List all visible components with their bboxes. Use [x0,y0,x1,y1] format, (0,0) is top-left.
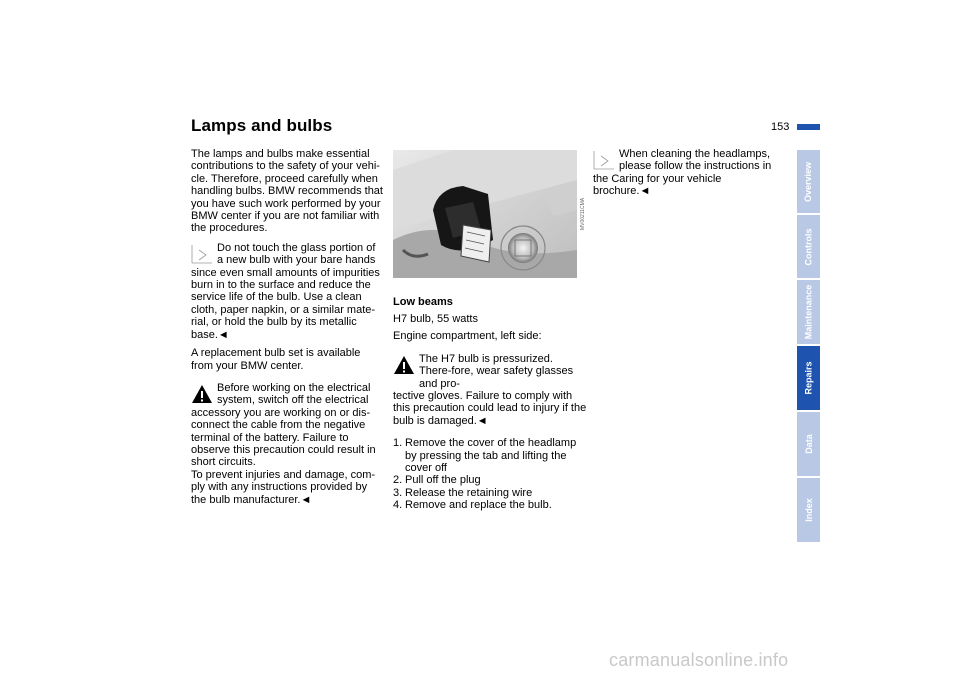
column-2 [393,296,588,512]
note-glass [191,242,383,341]
tab-index[interactable]: Index [797,478,820,542]
tab-maintenance[interactable]: Maintenance [797,280,820,344]
tab-overview[interactable]: Overview [797,150,820,213]
note-cleaning-rest: the Caring for your vehicle brochure.◄ [593,172,722,198]
tab-data[interactable]: Data [797,412,820,476]
tab-repairs[interactable]: Repairs [797,346,820,410]
warning-electrical-first: Before working on the electrical system, switch off the electrical [217,381,371,407]
list-item: 3. Release the retaining wire [393,486,533,499]
intro-paragraph: The lamps and bulbs make essential contributions to the safety of your vehi-cle. Therefore, proceed carefully when handling bulbs. BMW recommends that you have such work performed by your BMW center if you are not familiar with the procedures. [191,148,383,235]
warning-pressure [393,353,588,427]
page-title: Lamps and bulbs [191,116,333,135]
list-item: 2. Pull off the plug [393,474,481,487]
replacement-paragraph: A replacement bulb set is available from your BMW center. [191,347,361,372]
warning-triangle-icon [191,384,213,404]
page-accent-bar [797,124,820,130]
photo-code: MV00211CMA [580,197,586,230]
list-item: 1. Remove the cover of the headlamp by pressing the tab and lifting the cover off [393,437,577,475]
warning-pressure-rest: tective gloves. Failure to comply with this precaution could lead to injury if the bulb is damaged.◄ [393,390,587,427]
list-item: 4. Remove and replace the bulb. [393,499,552,512]
warning-triangle-icon [393,355,415,375]
note-arrow-icon [593,150,615,170]
watermark: carmanualsonline.info [609,650,789,670]
steps-list [393,437,588,511]
warning-pressure-first: The H7 bulb is pressurized. There-fore, wear safety glasses and pro- [419,352,574,390]
location-text: Engine compartment, left side: [393,330,542,343]
warning-electrical [191,382,383,506]
warning-electrical-rest: accessory you are working on or dis-connect the cable from the negative terminal of the battery. Failure to observe this precaution could result in short circuits. [191,406,376,469]
note-glass-first: Do not touch the glass portion of a new bulb with your bare hands [217,241,376,267]
low-beams-heading: Low beams [393,296,453,308]
note-cleaning-first: When cleaning the headlamps, please follow the instructions in [619,148,772,173]
engine-compartment-photo [393,150,577,278]
bulb-spec: H7 bulb, 55 watts [393,313,478,325]
column-3 [593,148,780,198]
note-arrow-icon [191,244,213,264]
column-1 [191,148,383,506]
tab-controls[interactable]: Controls [797,215,820,278]
warning-electrical-rest2: To prevent injuries and damage, com-ply with any instructions provided by the bulb manufacturer.◄ [191,468,376,506]
page-number: 153 [771,121,790,133]
note-glass-rest: since even small amounts of impurities burn in to the surface and reduce the service life of the bulb. Use a clean cloth, paper napkin, or a similar mate-rial, or hold the bulb by its metallic base.◄ [191,266,380,341]
note-cleaning [593,148,780,198]
